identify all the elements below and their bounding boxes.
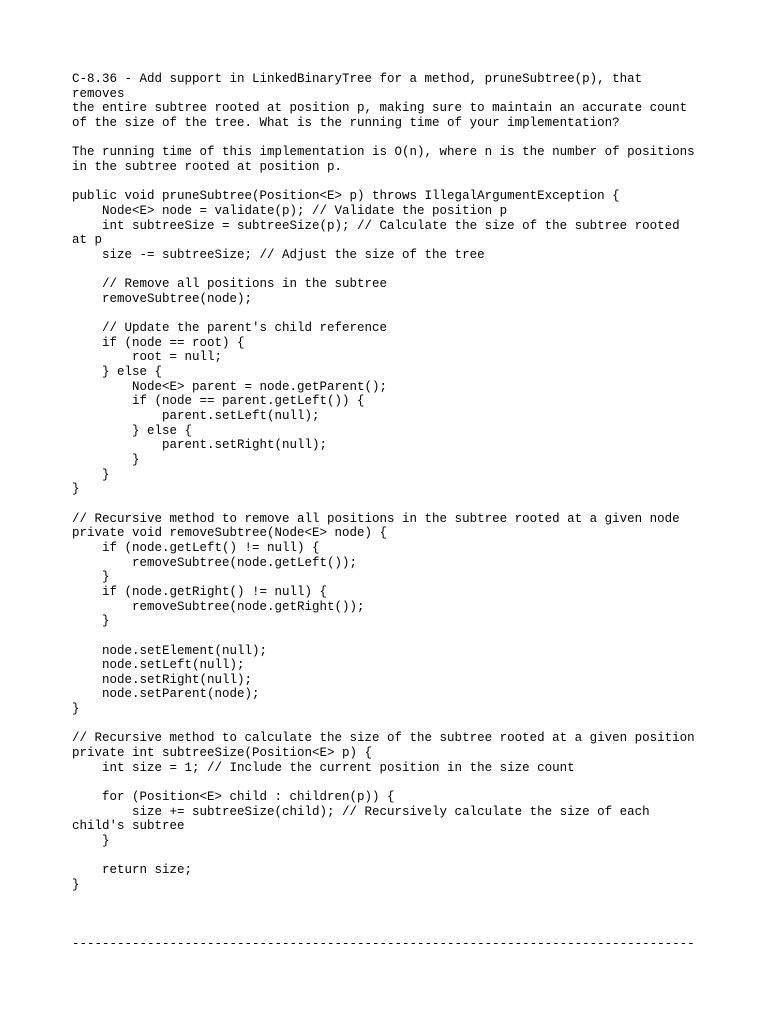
text-line	[72, 629, 712, 644]
text-line: }	[72, 834, 110, 848]
text-line	[72, 849, 712, 864]
text-line: removeSubtree(node.getLeft());	[72, 555, 358, 570]
text-line: root = null;	[72, 350, 223, 365]
text-line: Node<E> node = validate(p); // Validate the position p	[72, 203, 508, 218]
text-line: if (node.getLeft() != null) {	[72, 540, 320, 555]
text-line: } else {	[72, 423, 193, 438]
text-line: node.setLeft(null);	[72, 658, 245, 673]
text-line	[72, 907, 712, 922]
text-line: removeSubtree(node.getRight());	[72, 599, 365, 614]
text-line	[72, 497, 712, 512]
text-line: }	[72, 453, 140, 467]
text-line	[72, 922, 712, 937]
text-line: The running time of this implementation is O(n), where n is the number of positions	[72, 145, 695, 160]
text-line: parent.setLeft(null);	[72, 409, 320, 424]
document-body	[72, 72, 712, 951]
text-line: return size;	[72, 863, 193, 878]
text-line: private int subtreeSize(Position<E> p) {	[72, 746, 373, 761]
text-line: }	[72, 614, 110, 629]
text-line: C-8.36 - Add support in LinkedBinaryTree for a method, pruneSubtree(p), that	[72, 72, 643, 86]
text-line	[72, 717, 712, 732]
text-line	[72, 263, 712, 278]
text-line: parent.setRight(null);	[72, 438, 328, 453]
text-line: node.setElement(null);	[72, 643, 268, 658]
text-line	[72, 306, 712, 321]
text-line: // Recursive method to remove all positions in the subtree rooted at a given node	[72, 511, 680, 526]
text-line	[72, 775, 712, 790]
text-line: at p	[72, 233, 103, 248]
text-line: }	[72, 570, 110, 585]
text-line: if (node.getRight() != null) {	[72, 584, 328, 599]
text-line: if (node == parent.getLeft()) {	[72, 394, 365, 409]
text-line: child's subtree	[72, 819, 185, 834]
text-line: removes	[72, 86, 125, 101]
text-line: Node<E> parent = node.getParent();	[72, 379, 388, 394]
text-line: in the subtree rooted at position p.	[72, 159, 343, 174]
text-line: }	[72, 482, 80, 497]
text-line: node.setRight(null);	[72, 672, 253, 687]
text-line: // Remove all positions in the subtree	[72, 277, 388, 292]
text-line	[72, 175, 712, 190]
text-line: -----------------------------------------------------------------------------------	[72, 936, 695, 951]
text-line: the entire subtree rooted at position p, making sure to maintain an accurate count	[72, 101, 688, 116]
text-line: }	[72, 467, 110, 482]
text-line: private void removeSubtree(Node<E> node) {	[72, 526, 388, 541]
text-line	[72, 131, 712, 146]
text-line: size += subtreeSize(child); // Recursively calculate the size of each	[72, 804, 650, 819]
text-line: }	[72, 877, 80, 892]
text-line: } else {	[72, 365, 163, 380]
text-line: if (node == root) {	[72, 335, 245, 350]
text-line: for (Position<E> child : children(p)) {	[72, 790, 395, 805]
text-line: }	[72, 702, 80, 717]
text-line: node.setParent(node);	[72, 687, 260, 702]
text-line: // Update the parent's child reference	[72, 321, 388, 336]
text-line	[72, 893, 712, 908]
text-line: public void pruneSubtree(Position<E> p) throws IllegalArgumentException {	[72, 189, 620, 204]
text-line: // Recursive method to calculate the size of the subtree rooted at a given position	[72, 731, 695, 746]
text-line: int subtreeSize = subtreeSize(p); // Calculate the size of the subtree rooted	[72, 218, 680, 233]
text-line: size -= subtreeSize; // Adjust the size of the tree	[72, 247, 485, 262]
text-line: of the size of the tree. What is the running time of your implementation?	[72, 115, 620, 130]
text-line: removeSubtree(node);	[72, 291, 253, 306]
text-line: int size = 1; // Include the current position in the size count	[72, 760, 575, 775]
